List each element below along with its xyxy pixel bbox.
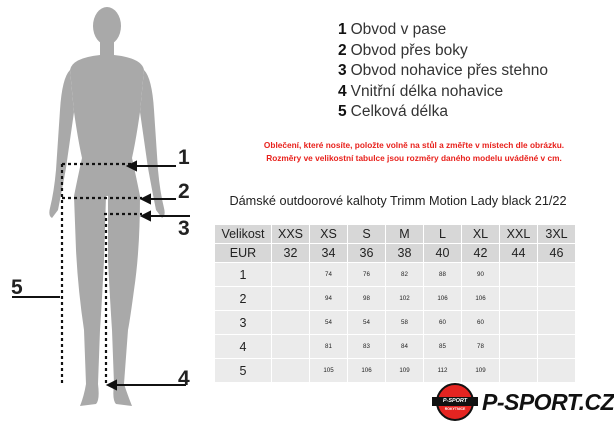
note-line: Rozměry ve velikostní tabulce jsou rozměry daného modelu uváděné v cm.	[266, 153, 562, 163]
table-cell	[500, 263, 538, 287]
table-cell: 109	[462, 359, 500, 383]
table-row	[215, 287, 576, 311]
legend-item	[338, 61, 548, 82]
legend-text: Vnitřní délka nohavice	[350, 82, 504, 100]
eur-cell: 36	[348, 244, 386, 263]
table-cell: 106	[462, 287, 500, 311]
table-title: Dámské outdoorové kalhoty Trimm Motion Lady black 21/22	[229, 194, 567, 208]
legend-text: Celková délka	[350, 103, 448, 120]
table-cell: 58	[386, 311, 424, 335]
table-cell: 105	[310, 359, 348, 383]
legend-text: Obvod přes boky	[350, 41, 468, 59]
eur-cell: 40	[424, 244, 462, 263]
row-label: 5	[215, 359, 272, 383]
header-cell: XS	[310, 225, 348, 244]
table-cell: 94	[310, 287, 348, 311]
marker-5: 5	[11, 276, 23, 299]
table-cell: 98	[348, 287, 386, 311]
legend-number: 2	[338, 41, 347, 59]
marker-1: 1	[178, 146, 190, 169]
eur-cell: 44	[500, 244, 538, 263]
size-table	[214, 224, 576, 383]
table-cell	[272, 263, 310, 287]
eur-cell: 42	[462, 244, 500, 263]
table-cell	[272, 335, 310, 359]
marker-2: 2	[178, 180, 190, 203]
table-cell: 54	[348, 311, 386, 335]
header-cell: XXL	[500, 225, 538, 244]
eur-cell: 38	[386, 244, 424, 263]
eur-cell: 34	[310, 244, 348, 263]
table-cell: 76	[348, 263, 386, 287]
measurement-figure	[0, 0, 210, 424]
table-cell	[272, 287, 310, 311]
row-label: 3	[215, 311, 272, 335]
brand-logo	[430, 382, 614, 424]
row-label: 4	[215, 335, 272, 359]
legend-item	[338, 82, 548, 103]
note-line: Oblečení, které nosíte, položte volně na stůl a změřte v místech dle obrázku.	[263, 140, 565, 150]
logo-wordmark: P-SPORT.CZ	[482, 389, 614, 415]
marker-4: 4	[178, 367, 190, 390]
header-cell: L	[424, 225, 462, 244]
table-cell	[500, 287, 538, 311]
table-row	[215, 263, 576, 287]
table-row	[215, 335, 576, 359]
table-cell: 106	[348, 359, 386, 383]
legend-text: Obvod nohavice přes stehno	[350, 62, 548, 79]
eur-cell: EUR	[215, 244, 272, 263]
legend-item	[338, 102, 548, 123]
eur-cell: 32	[272, 244, 310, 263]
table-cell	[500, 335, 538, 359]
table-cell	[538, 359, 576, 383]
table-cell: 106	[424, 287, 462, 311]
table-cell	[538, 263, 576, 287]
legend-number: 3	[338, 62, 347, 79]
row-label: 1	[215, 263, 272, 287]
legend-item	[338, 20, 548, 41]
legend-number: 1	[338, 21, 347, 38]
table-cell: 60	[462, 311, 500, 335]
row-label: 2	[215, 287, 272, 311]
table-cell: 88	[424, 263, 462, 287]
eur-row	[215, 244, 576, 263]
table-cell	[500, 359, 538, 383]
legend-text: Obvod v pase	[350, 21, 447, 38]
legend-item	[338, 41, 548, 62]
table-cell: 60	[424, 311, 462, 335]
table-cell: 82	[386, 263, 424, 287]
header-cell: Velikost	[215, 225, 272, 244]
header-cell: XXS	[272, 225, 310, 244]
logo-badge-subtext: ROKYTNICE	[444, 407, 466, 411]
table-header-row	[215, 225, 576, 244]
measuring-note	[238, 139, 590, 165]
header-cell: S	[348, 225, 386, 244]
marker-3: 3	[178, 217, 190, 240]
table-cell: 84	[386, 335, 424, 359]
legend-number: 4	[338, 82, 347, 100]
table-cell	[272, 311, 310, 335]
logo-badge-text: P-SPORT	[432, 397, 478, 406]
table-cell: 74	[310, 263, 348, 287]
eur-cell: 46	[538, 244, 576, 263]
table-cell	[272, 359, 310, 383]
header-cell: 3XL	[538, 225, 576, 244]
legend-number: 5	[338, 103, 347, 120]
table-cell: 85	[424, 335, 462, 359]
table-row	[215, 359, 576, 383]
table-cell: 102	[386, 287, 424, 311]
table-cell	[538, 287, 576, 311]
table-cell: 81	[310, 335, 348, 359]
woman-silhouette-icon	[0, 0, 210, 424]
table-cell	[538, 335, 576, 359]
table-cell: 109	[386, 359, 424, 383]
table-cell	[538, 311, 576, 335]
table-cell: 83	[348, 335, 386, 359]
table-cell	[500, 311, 538, 335]
table-row	[215, 311, 576, 335]
table-cell: 90	[462, 263, 500, 287]
table-cell: 78	[462, 335, 500, 359]
header-cell: M	[386, 225, 424, 244]
measurement-legend	[338, 20, 548, 123]
header-cell: XL	[462, 225, 500, 244]
table-cell: 54	[310, 311, 348, 335]
table-cell: 112	[424, 359, 462, 383]
